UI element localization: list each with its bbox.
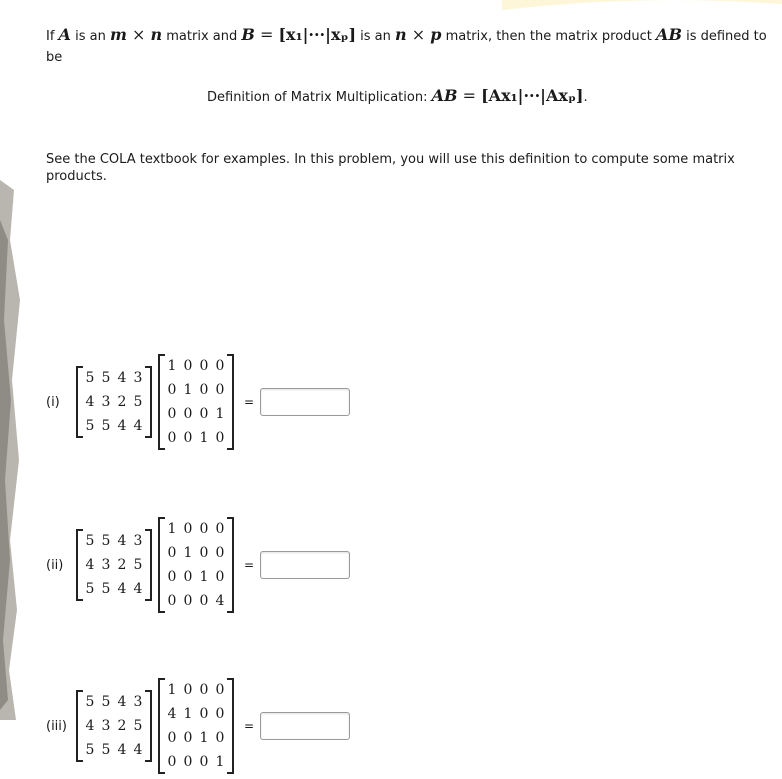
matrix-row: [164, 541, 228, 565]
matrix-cell: 1: [199, 430, 209, 446]
matrix-cell: 5: [101, 694, 111, 710]
matrix-cell: 1: [215, 754, 225, 770]
matrix-row: [82, 577, 146, 601]
matrix-row: [82, 529, 146, 553]
matrix-cell: 1: [215, 406, 225, 422]
definition-line: Definition of Matrix Multiplication: AB = [Ax₁|···|Axₚ].: [207, 86, 588, 105]
matrix-cell: 0: [215, 382, 225, 398]
matrix-row: [82, 390, 146, 414]
matrix-cell: 1: [183, 545, 193, 561]
matrix-cell: 0: [167, 406, 177, 422]
answer-input-iii[interactable]: [260, 712, 350, 740]
matrix-cell: 4: [215, 593, 225, 609]
matrix-cell: 0: [183, 730, 193, 746]
problem-label: (iii): [46, 718, 67, 734]
matrix-cell: 1: [199, 730, 209, 746]
problem-label: (i): [46, 394, 60, 410]
matrix-row: [82, 714, 146, 738]
matrix-cell: 0: [183, 754, 193, 770]
matrix-cell: 0: [183, 593, 193, 609]
matrix-cell: 4: [117, 581, 127, 597]
matrix-row: [164, 726, 228, 750]
matrix-cell: 0: [215, 730, 225, 746]
matrix-cell: 0: [183, 521, 193, 537]
matrix-a: [76, 529, 152, 601]
matrix-row: [82, 690, 146, 714]
matrix-a: [76, 366, 152, 438]
matrix-cell: 2: [117, 394, 127, 410]
matrix-cell: 4: [117, 694, 127, 710]
equals-sign: =: [244, 395, 255, 409]
matrix-cell: 5: [133, 557, 143, 573]
answer-input-i[interactable]: [260, 388, 350, 416]
matrix-cell: 5: [101, 581, 111, 597]
matrix-cell: 0: [167, 569, 177, 585]
matrix-cell: 4: [85, 718, 95, 734]
matrix-cell: 4: [167, 706, 177, 722]
matrix-row: [164, 517, 228, 541]
matrix-cell: 1: [167, 682, 177, 698]
matrix-cell: 5: [85, 370, 95, 386]
matrix-cell: 1: [167, 358, 177, 374]
problem-i: [46, 354, 350, 450]
matrix-cell: 4: [133, 418, 143, 434]
torn-edge-decoration: [0, 180, 22, 720]
matrix-cell: 5: [101, 418, 111, 434]
matrix-cell: 0: [167, 382, 177, 398]
matrix-cell: 2: [117, 557, 127, 573]
matrix-cell: 0: [183, 358, 193, 374]
matrix-cell: 0: [215, 521, 225, 537]
problem-ii: [46, 517, 350, 613]
matrix-cell: 5: [85, 742, 95, 758]
matrix-cell: 4: [85, 394, 95, 410]
matrix-cell: 0: [215, 569, 225, 585]
matrix-cell: 5: [101, 742, 111, 758]
matrix-cell: 5: [85, 581, 95, 597]
matrix-cell: 5: [85, 533, 95, 549]
matrix-cell: 1: [167, 521, 177, 537]
matrix-cell: 0: [199, 593, 209, 609]
matrix-cell: 0: [199, 521, 209, 537]
matrix-cell: 0: [215, 430, 225, 446]
matrix-row: [164, 678, 228, 702]
matrix-row: [164, 402, 228, 426]
matrix-cell: 0: [183, 682, 193, 698]
matrix-row: [164, 378, 228, 402]
textbook-note: See the COLA textbook for examples. In this problem, you will use this definition to compute some matrix products.: [46, 152, 735, 184]
matrix-row: [82, 414, 146, 438]
matrix-cell: 0: [167, 730, 177, 746]
matrix-row: [164, 426, 228, 450]
matrix-row: [164, 702, 228, 726]
matrix-cell: 4: [133, 742, 143, 758]
matrix-row: [82, 366, 146, 390]
matrix-cell: 4: [133, 581, 143, 597]
matrix-row: [82, 553, 146, 577]
matrix-cell: 0: [215, 706, 225, 722]
problem-iii: [46, 678, 350, 774]
matrix-cell: 0: [183, 406, 193, 422]
equals-sign: =: [244, 558, 255, 572]
matrix-cell: 3: [101, 394, 111, 410]
matrix-cell: 0: [167, 754, 177, 770]
matrix-cell: 5: [85, 694, 95, 710]
matrix-row: [82, 738, 146, 762]
answer-input-ii[interactable]: [260, 551, 350, 579]
matrix-b: [158, 678, 234, 774]
matrix-cell: 3: [133, 370, 143, 386]
matrix-cell: 4: [117, 533, 127, 549]
matrix-a: [76, 690, 152, 762]
matrix-cell: 0: [199, 406, 209, 422]
matrix-cell: 1: [199, 569, 209, 585]
matrix-cell: 3: [101, 718, 111, 734]
matrix-cell: 0: [199, 358, 209, 374]
matrix-cell: 0: [183, 569, 193, 585]
problem-intro: If A is an m × n matrix and B = [x₁|···|xₚ] is an n × p matrix, then the matrix product AB is defined to be: [46, 25, 767, 65]
matrix-b: [158, 517, 234, 613]
matrix-cell: 3: [133, 694, 143, 710]
problem-label: (ii): [46, 557, 64, 573]
matrix-cell: 0: [215, 682, 225, 698]
matrix-row: [164, 565, 228, 589]
matrix-cell: 4: [117, 370, 127, 386]
matrix-cell: 5: [101, 533, 111, 549]
matrix-cell: 0: [199, 754, 209, 770]
matrix-cell: 3: [101, 557, 111, 573]
matrix-cell: 0: [215, 545, 225, 561]
matrix-row: [164, 589, 228, 613]
matrix-cell: 5: [101, 370, 111, 386]
matrix-cell: 0: [167, 545, 177, 561]
matrix-cell: 0: [199, 682, 209, 698]
matrix-b: [158, 354, 234, 450]
matrix-row: [164, 750, 228, 774]
page-curl-decoration: [502, 0, 782, 14]
matrix-cell: 0: [167, 593, 177, 609]
matrix-cell: 0: [199, 706, 209, 722]
matrix-row: [164, 354, 228, 378]
matrix-cell: 0: [199, 382, 209, 398]
matrix-cell: 1: [183, 706, 193, 722]
matrix-cell: 5: [133, 394, 143, 410]
matrix-cell: 3: [133, 533, 143, 549]
matrix-cell: 1: [183, 382, 193, 398]
matrix-cell: 5: [85, 418, 95, 434]
matrix-cell: 0: [183, 430, 193, 446]
matrix-cell: 2: [117, 718, 127, 734]
matrix-cell: 5: [133, 718, 143, 734]
matrix-cell: 4: [117, 418, 127, 434]
equals-sign: =: [244, 719, 255, 733]
matrix-cell: 0: [215, 358, 225, 374]
matrix-cell: 0: [167, 430, 177, 446]
matrix-cell: 0: [199, 545, 209, 561]
matrix-cell: 4: [117, 742, 127, 758]
matrix-cell: 4: [85, 557, 95, 573]
